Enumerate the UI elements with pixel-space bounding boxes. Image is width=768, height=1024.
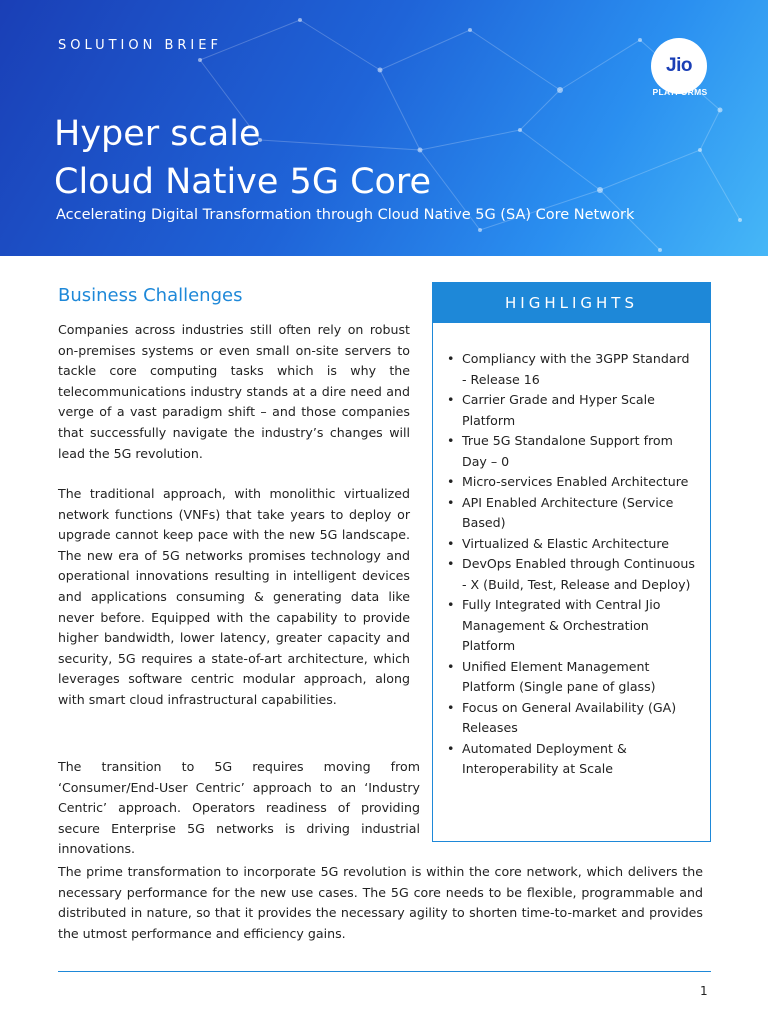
business-paragraph-1: Companies across industries still often rely on robust on-premises systems or even small on-site servers to tackle core computing tasks which is why the telecommunications industry stands at a dire need and verge of a vast paradigm shift – and those companies that successfully navigate the industry’s changes will lead the 5G revolution.: [58, 322, 410, 461]
bullet-icon: •: [447, 597, 455, 612]
highlight-item: • Micro-services Enabled Architecture: [447, 472, 698, 493]
bullet-icon: •: [447, 433, 455, 448]
highlight-item: • DevOps Enabled through Continuous - X (Build, Test, Release and Deploy): [447, 556, 695, 592]
business-paragraph-4: The prime transformation to incorporate 5G revolution is within the core network, which delivers the necessary performance for the new use cases. The 5G core needs to be flexible, programmable and distributed in nature, so that it provides the necessary agility to shorten time-to-market and provides the utmost performance and efficiency gains.: [58, 864, 703, 941]
bullet-icon: •: [447, 699, 455, 715]
title-line-1: Hyper scale: [54, 114, 261, 154]
jio-logo: [651, 38, 707, 94]
highlight-item: • True 5G Standalone Support from Day – 0: [447, 433, 673, 469]
highlights-box: [432, 282, 711, 842]
highlight-item: • Automated Deployment & Interoperability at Scale: [447, 740, 627, 776]
page-subtitle: Accelerating Digital Transformation through Cloud Native 5G (SA) Core Network: [56, 207, 635, 223]
title-line-2: Cloud Native 5G Core: [54, 162, 432, 202]
highlight-item: • Compliancy with the 3GPP Standard - Release 16: [447, 351, 690, 387]
highlight-item: • Fully Integrated with Central Jio Management & Orchestration Platform: [447, 597, 661, 653]
bullet-icon: •: [447, 474, 455, 489]
highlight-item: • Focus on General Availability (GA) Releases: [447, 699, 677, 735]
bullet-icon: •: [447, 658, 455, 674]
bullet-icon: •: [447, 351, 455, 366]
bullet-icon: •: [447, 392, 455, 407]
bullet-icon: •: [447, 494, 455, 510]
bullet-icon: •: [447, 556, 455, 571]
bullet-icon: •: [447, 740, 455, 756]
highlights-heading: HIGHLIGHTS: [433, 283, 710, 323]
page-title: [54, 110, 431, 206]
business-paragraph-3: The transition to 5G requires moving from ‘Consumer/End-User Centric’ approach to an ‘Industry Centric’ approach. Operators readiness of providing secure Enterprise 5G networks is driving industrial innovations.: [58, 759, 420, 857]
business-challenges-heading: Business Challenges: [58, 285, 243, 306]
highlights-list: [433, 323, 710, 780]
platforms-logo-text: PLATFORMS: [652, 87, 708, 97]
bullet-icon: •: [447, 535, 455, 551]
page-number: 1: [700, 984, 708, 998]
header-banner: [0, 0, 768, 256]
solution-brief-label: SOLUTION BRIEF: [58, 38, 222, 53]
footer-divider: [58, 971, 711, 972]
business-paragraph-2: The traditional approach, with monolithic virtualized network functions (VNFs) that take years to deploy or upgrade cannot keep pace with the new 5G landscape. The new era of 5G networks promises technology and operational innovations resulting in intelligent devices and applications consuming & generating data like never before. Equipped with the capability to provide higher bandwidth, lower latency, greater capacity and security, 5G requires a state-of-art architecture, which leverages software centric modular approach, along with smart cloud infrastructural capabilities.: [58, 486, 410, 707]
highlight-item: • Unified Element Management Platform (Single pane of glass): [447, 658, 656, 694]
business-challenges-section: [58, 285, 410, 320]
highlight-item: • Virtualized & Elastic Architecture: [447, 534, 698, 555]
highlight-item: • API Enabled Architecture (Service Based): [447, 494, 674, 530]
highlight-item: • Carrier Grade and Hyper Scale Platform: [447, 392, 655, 428]
jio-logo-text: Jio: [666, 55, 692, 76]
